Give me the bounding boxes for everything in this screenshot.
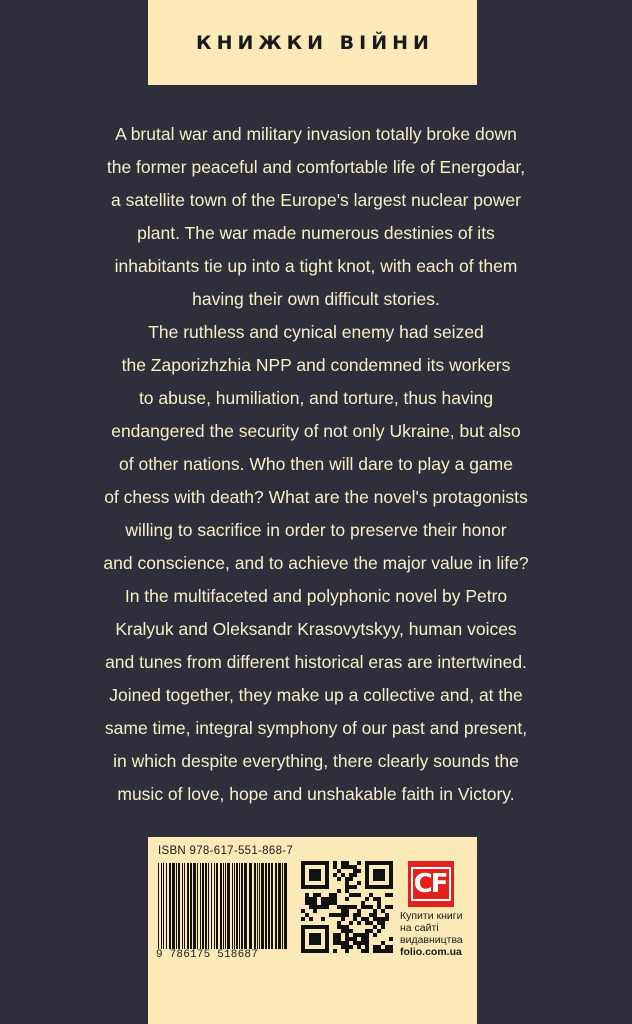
back-cover-blurb — [60, 118, 572, 811]
blurb-line: willing to sacrifice in order to preserve their honor — [125, 520, 507, 540]
series-header-box — [148, 0, 477, 85]
qr-code-icon[interactable] — [301, 861, 393, 953]
blurb-line: a satellite town of the Europe's largest nuclear power — [111, 190, 521, 210]
blurb-line: and tunes from different historical eras are intertwined. — [105, 652, 527, 672]
blurb-line: inhabitants tie up into a tight knot, with each of them — [114, 256, 518, 276]
blurb-line: Joined together, they make up a collective and, at the — [109, 685, 523, 705]
blurb-line: in which despite everything, there clearly sounds the — [113, 751, 519, 771]
blurb-line: A brutal war and military invasion totally broke down — [115, 124, 517, 144]
publisher-logo-text: CF — [411, 867, 452, 901]
blurb-line: music of love, hope and unshakable faith in Victory. — [117, 784, 515, 804]
publisher-logo — [408, 861, 454, 907]
isbn-label: ISBN 978-617-551-868-7 — [158, 845, 294, 857]
blurb-line: The ruthless and cynical enemy had seized — [148, 322, 484, 342]
publisher-site-link[interactable]: folio.com.ua — [400, 946, 462, 958]
blurb-line: same time, integral symphony of our past and present, — [104, 718, 528, 738]
buy-line: видавництва — [400, 934, 463, 946]
blurb-line: the former peaceful and comfortable life of Energodar, — [106, 157, 526, 177]
buy-line: на сайті — [400, 922, 439, 934]
blurb-line: the Zaporizhzhia NPP and condemned its workers — [121, 355, 511, 375]
series-title: КНИЖКИ ВІЙНИ — [196, 31, 434, 54]
blurb-line: Kralyuk and Oleksandr Krasovytskyy, human voices — [115, 619, 517, 639]
buy-books-note — [400, 910, 474, 958]
blurb-line: and conscience, and to achieve the major value in life? — [103, 553, 529, 573]
barcode-panel — [148, 837, 477, 1024]
blurb-line: having their own difficult stories. — [192, 289, 440, 309]
blurb-line: of chess with death? What are the novel's protagonists — [104, 487, 528, 507]
blurb-line: In the multifaceted and polyphonic novel by Petro — [124, 586, 508, 606]
blurb-line: of other nations. Who then will dare to play a game — [119, 454, 513, 474]
blurb-line: plant. The war made numerous destinies of its — [137, 223, 495, 243]
blurb-line: to abuse, humiliation, and torture, thus having — [138, 388, 494, 408]
barcode-digits: 9 786175 518687 — [156, 949, 259, 961]
blurb-line: endangered the security of not only Ukraine, but also — [111, 421, 521, 441]
buy-line: Купити книги — [400, 910, 463, 922]
barcode-icon — [156, 863, 291, 949]
